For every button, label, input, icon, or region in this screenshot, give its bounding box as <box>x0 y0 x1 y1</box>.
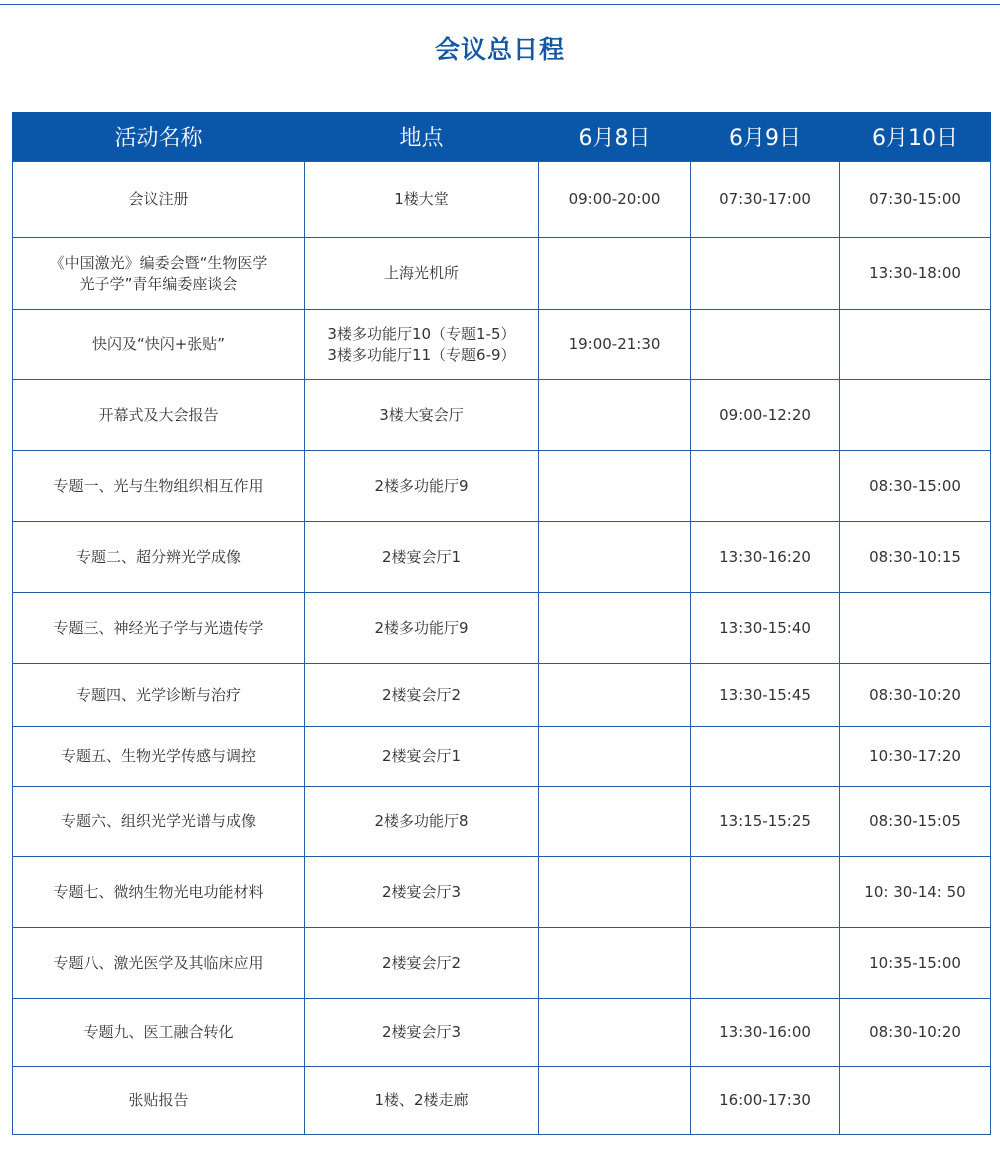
activity-name-cell-line: 专题八、激光医学及其临床应用 <box>53 953 264 972</box>
venue-cell <box>305 787 539 857</box>
activity-name-cell-line: 快闪及“快闪+张贴” <box>91 335 226 353</box>
june-8-time-cell <box>539 727 691 787</box>
table-row <box>13 787 991 857</box>
june-8-time-cell <box>539 664 691 727</box>
venue-cell-line: 2楼多功能厅8 <box>374 812 469 830</box>
venue-cell-line: 2楼多功能厅9 <box>374 476 469 495</box>
activity-name-cell-line: 专题九、医工融合转化 <box>83 1023 234 1041</box>
header-june-9: 6月9日 <box>691 112 840 162</box>
june-9-time-cell: 13:30-16:20 <box>691 522 840 593</box>
june-10-time-cell <box>840 310 991 380</box>
venue-cell <box>305 727 539 787</box>
venue-cell <box>305 162 539 238</box>
june-9-time-cell: 07:30-17:00 <box>691 162 840 238</box>
venue-cell <box>305 664 539 727</box>
activity-name-cell <box>13 310 305 380</box>
activity-name-cell <box>13 1067 305 1135</box>
activity-name-cell <box>13 162 305 238</box>
venue-cell <box>305 238 539 310</box>
venue-cell-line: 1楼大堂 <box>394 190 449 208</box>
june-8-time-cell <box>539 238 691 310</box>
june-10-time-cell: 08:30-10:20 <box>840 999 991 1067</box>
june-8-time-cell: 09:00-20:00 <box>539 162 691 238</box>
venue-cell-line: 2楼宴会厅1 <box>381 747 462 765</box>
table-row <box>13 380 991 451</box>
activity-name-cell <box>13 522 305 593</box>
venue-cell-line: 2楼宴会厅2 <box>381 685 462 704</box>
table-row <box>13 999 991 1067</box>
june-10-time-cell: 13:30-18:00 <box>840 238 991 310</box>
schedule-table <box>12 112 991 1135</box>
activity-name-cell <box>13 857 305 928</box>
header-venue: 地点 <box>305 112 539 162</box>
header-activity: 活动名称 <box>13 112 305 162</box>
venue-cell <box>305 999 539 1067</box>
june-8-time-cell <box>539 857 691 928</box>
activity-name-cell-line: 专题三、神经光子学与光遗传学 <box>53 618 264 637</box>
june-8-time-cell <box>539 522 691 593</box>
june-10-time-cell: 08:30-15:05 <box>840 787 991 857</box>
table-row <box>13 238 991 310</box>
june-10-time-cell: 08:30-15:00 <box>840 451 991 522</box>
activity-name-cell <box>13 238 305 310</box>
table-row <box>13 522 991 593</box>
activity-name-cell-line: 专题六、组织光学光谱与成像 <box>60 812 256 830</box>
venue-cell <box>305 380 539 451</box>
header-june-8: 6月8日 <box>539 112 691 162</box>
june-10-time-cell <box>840 1067 991 1135</box>
june-9-time-cell: 13:30-16:00 <box>691 999 840 1067</box>
activity-name-cell <box>13 593 305 664</box>
june-9-time-cell <box>691 310 840 380</box>
venue-cell <box>305 928 539 999</box>
venue-cell <box>305 522 539 593</box>
june-8-time-cell <box>539 451 691 522</box>
venue-cell-line: 2楼宴会厅3 <box>381 1023 462 1041</box>
venue-cell <box>305 1067 539 1135</box>
top-divider <box>0 4 1000 5</box>
activity-name-cell <box>13 999 305 1067</box>
activity-name-cell <box>13 451 305 522</box>
table-row <box>13 664 991 727</box>
activity-name-cell <box>13 928 305 999</box>
june-9-time-cell: 09:00-12:20 <box>691 380 840 451</box>
activity-name-cell-line: 《中国激光》编委会暨“生物医学 <box>49 253 268 272</box>
table-row <box>13 857 991 928</box>
june-10-time-cell: 07:30-15:00 <box>840 162 991 238</box>
june-10-time-cell <box>840 593 991 664</box>
venue-cell-line: 2楼宴会厅2 <box>381 953 462 972</box>
table-row <box>13 310 991 380</box>
june-8-time-cell: 19:00-21:30 <box>539 310 691 380</box>
june-8-time-cell <box>539 1067 691 1135</box>
venue-cell-line: 2楼多功能厅9 <box>374 618 469 637</box>
june-10-time-cell: 10:30-17:20 <box>840 727 991 787</box>
header-june-10: 6月10日 <box>840 112 991 162</box>
table-body <box>13 162 991 1135</box>
activity-name-cell-line: 开幕式及大会报告 <box>98 405 219 424</box>
activity-name-cell-line: 光子学”青年编委座谈会 <box>79 274 238 293</box>
table-row <box>13 593 991 664</box>
june-9-time-cell <box>691 451 840 522</box>
activity-name-cell-line: 专题七、微纳生物光电功能材料 <box>53 882 264 901</box>
activity-name-cell <box>13 727 305 787</box>
venue-cell <box>305 310 539 380</box>
venue-cell <box>305 593 539 664</box>
june-9-time-cell <box>691 857 840 928</box>
activity-name-cell-line: 会议注册 <box>128 190 189 208</box>
june-8-time-cell <box>539 999 691 1067</box>
june-8-time-cell <box>539 928 691 999</box>
june-8-time-cell <box>539 593 691 664</box>
venue-cell-line: 2楼宴会厅3 <box>381 882 462 901</box>
page-title: 会议总日程 <box>434 35 565 64</box>
venue-cell-line: 2楼宴会厅1 <box>381 547 462 566</box>
june-10-time-cell: 08:30-10:15 <box>840 522 991 593</box>
table-row <box>13 727 991 787</box>
june-9-time-cell: 13:15-15:25 <box>691 787 840 857</box>
activity-name-cell-line: 专题一、光与生物组织相互作用 <box>53 476 264 495</box>
venue-cell <box>305 857 539 928</box>
venue-cell <box>305 451 539 522</box>
june-9-time-cell <box>691 238 840 310</box>
activity-name-cell <box>13 787 305 857</box>
venue-cell-line: 3楼多功能厅10（专题1-5） <box>327 324 516 343</box>
june-10-time-cell: 10:35-15:00 <box>840 928 991 999</box>
venue-cell-line: 3楼大宴会厅 <box>379 405 464 424</box>
table-row <box>13 162 991 238</box>
june-9-time-cell: 16:00-17:30 <box>691 1067 840 1135</box>
venue-cell-line: 上海光机所 <box>383 264 459 282</box>
table-header-row <box>13 112 991 162</box>
june-9-time-cell <box>691 928 840 999</box>
table-row <box>13 1067 991 1135</box>
june-9-time-cell: 13:30-15:40 <box>691 593 840 664</box>
june-9-time-cell <box>691 727 840 787</box>
june-8-time-cell <box>539 380 691 451</box>
activity-name-cell-line: 专题四、光学诊断与治疗 <box>75 685 241 704</box>
table-row <box>13 451 991 522</box>
june-10-time-cell: 10: 30-14: 50 <box>840 857 991 928</box>
activity-name-cell <box>13 664 305 727</box>
venue-cell-line: 1楼、2楼走廊 <box>374 1091 469 1109</box>
venue-cell-line: 3楼多功能厅11（专题6-9） <box>327 345 516 364</box>
activity-name-cell-line: 张贴报告 <box>128 1091 189 1109</box>
activity-name-cell-line: 专题五、生物光学传感与调控 <box>60 747 256 765</box>
activity-name-cell <box>13 380 305 451</box>
june-9-time-cell: 13:30-15:45 <box>691 664 840 727</box>
activity-name-cell-line: 专题二、超分辨光学成像 <box>75 547 241 566</box>
june-8-time-cell <box>539 787 691 857</box>
table-row <box>13 928 991 999</box>
june-10-time-cell <box>840 380 991 451</box>
june-10-time-cell: 08:30-10:20 <box>840 664 991 727</box>
